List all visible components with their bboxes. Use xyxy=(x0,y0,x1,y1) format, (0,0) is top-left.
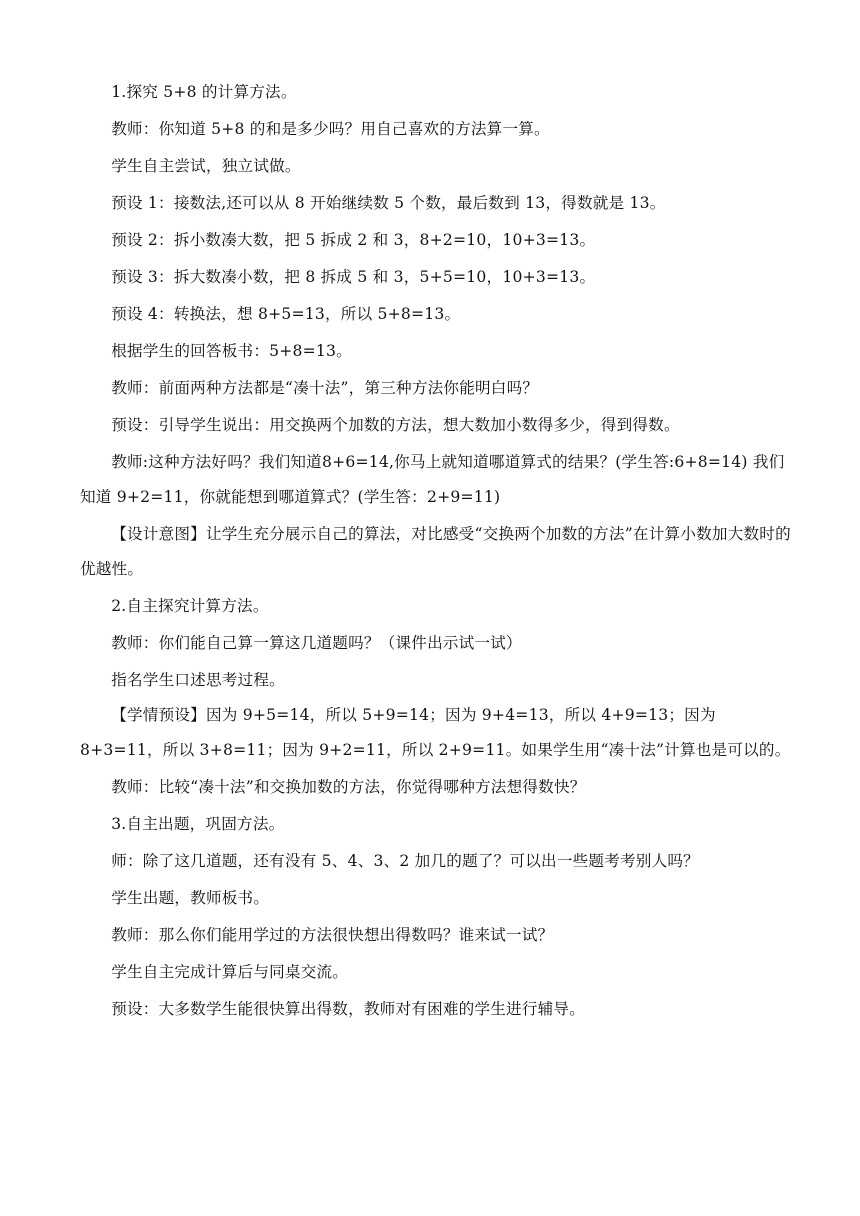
section-heading-1: 1.探究 5+8 的计算方法。 xyxy=(111,83,297,101)
paragraph: 预设 1：接数法,还可以从 8 开始继续数 5 个数，最后数到 13，得数就是 13。 xyxy=(111,194,666,212)
paragraph: 预设 2：拆小数凑大数，把 5 拆成 2 和 3，8+2=10，10+3=13。 xyxy=(111,231,596,249)
design-intent-paragraph: 【设计意图】让学生充分展示自己的算法，对比感受“交换两个加数的方法”在计算小数加大数时的优越性。 xyxy=(80,525,791,578)
paragraph: 预设 4：转换法，想 8+5=13，所以 5+8=13。 xyxy=(111,305,461,323)
paragraph: 预设：大多数学生能很快算出得数，教师对有困难的学生进行辅导。 xyxy=(111,1000,586,1018)
section-heading-2: 2.自主探究计算方法。 xyxy=(111,597,269,615)
paragraph: 教师:这种方法好吗？我们知道8+6=14,你马上就知道哪道算式的结果？(学生答:6+8=14) 我们知道 9+2=11，你就能想到哪道算式？(学生答：2+9=11) xyxy=(80,453,785,506)
paragraph: 预设：引导学生说出：用交换两个加数的方法，想大数加小数得多少，得到得数。 xyxy=(111,416,680,434)
paragraph: 教师：前面两种方法都是“凑十法”，第三种方法你能明白吗？ xyxy=(111,379,539,397)
paragraph: 学生自主完成计算后与同桌交流。 xyxy=(111,963,349,981)
paragraph: 指名学生口述思考过程。 xyxy=(111,671,285,689)
paragraph: 预设 3：拆大数凑小数，把 8 拆成 5 和 3，5+5=10，10+3=13。 xyxy=(111,268,596,286)
paragraph: 教师：那么你们能用学过的方法很快想出得数吗？谁来试一试？ xyxy=(111,926,554,944)
paragraph: 教师：你们能自己算一算这几道题吗？（课件出示试一试） xyxy=(111,634,522,652)
paragraph: 学生出题，教师板书。 xyxy=(111,889,270,907)
paragraph: 教师：比较“凑十法”和交换加数的方法，你觉得哪种方法想得数快？ xyxy=(111,778,586,796)
paragraph: 师：除了这几道题，还有没有 5、4、3、2 加几的题了？可以出一些题考考别人吗？ xyxy=(111,852,699,870)
learning-preset-paragraph: 【学情预设】因为 9+5=14，所以 5+9=14；因为 9+4=13，所以 4+9=13；因为 8+3=11，所以 3+8=11；因为 9+2=11，所以 2+9=11。如果学生用“凑十法”计算也是可以的。 xyxy=(80,706,791,759)
section-heading-3: 3.自主出题，巩固方法。 xyxy=(111,815,285,833)
document-body xyxy=(80,82,796,1036)
paragraph: 教师：你知道 5+8 的和是多少吗？用自己喜欢的方法算一算。 xyxy=(111,120,550,138)
paragraph: 根据学生的回答板书：5+8=13。 xyxy=(111,342,352,360)
paragraph: 学生自主尝试，独立试做。 xyxy=(111,157,301,175)
